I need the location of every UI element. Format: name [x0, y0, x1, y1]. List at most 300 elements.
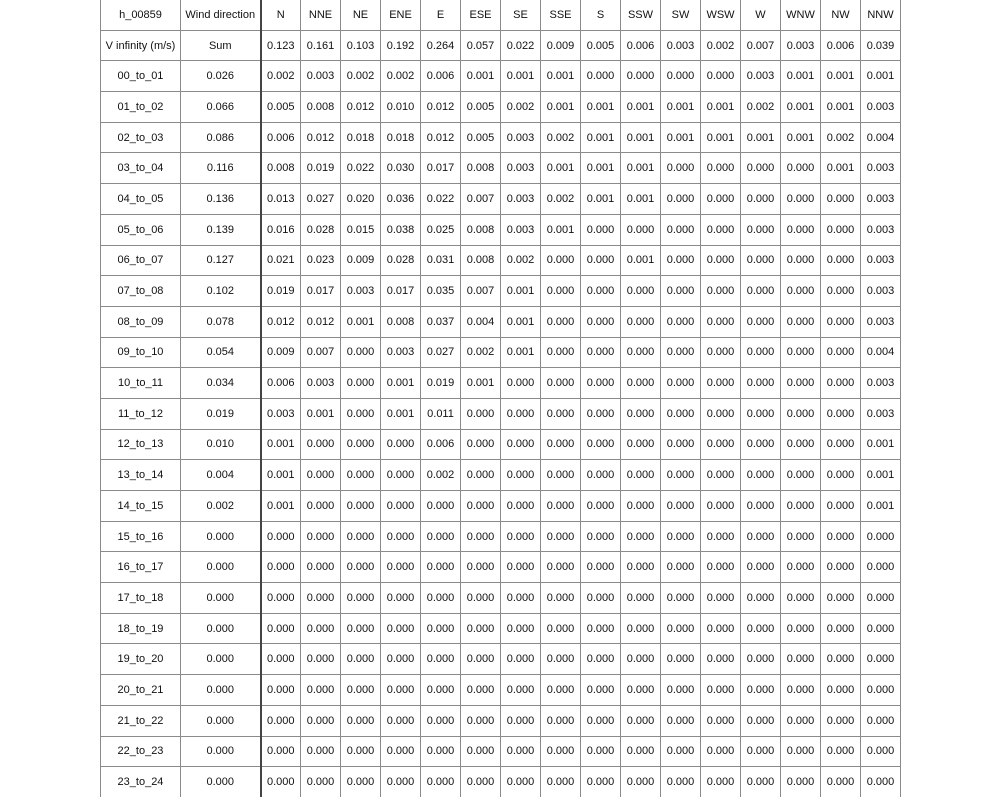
- frequency-cell: 0.000: [381, 767, 421, 797]
- frequency-cell: 0.023: [301, 245, 341, 276]
- table-row: [101, 398, 901, 429]
- row-label: 10_to_11: [101, 368, 181, 399]
- row-label: 05_to_06: [101, 214, 181, 245]
- frequency-cell: 0.001: [781, 61, 821, 92]
- frequency-cell: 0.000: [341, 552, 381, 583]
- table-row: [101, 214, 901, 245]
- frequency-cell: 0.000: [341, 429, 381, 460]
- frequency-cell: 0.000: [461, 552, 501, 583]
- frequency-cell: 0.000: [421, 552, 461, 583]
- row-label: 12_to_13: [101, 429, 181, 460]
- direction-header: NE: [341, 0, 381, 30]
- direction-sum-cell: 0.006: [821, 30, 861, 61]
- row-sum-cell: 0.019: [181, 398, 261, 429]
- frequency-cell: 0.001: [261, 429, 301, 460]
- frequency-cell: 0.000: [581, 767, 621, 797]
- frequency-cell: 0.000: [421, 491, 461, 522]
- row-sum-cell: 0.127: [181, 245, 261, 276]
- frequency-cell: 0.008: [301, 92, 341, 123]
- frequency-cell: 0.000: [301, 583, 341, 614]
- frequency-cell: 0.001: [381, 368, 421, 399]
- direction-sum-cell: 0.022: [501, 30, 541, 61]
- frequency-cell: 0.000: [821, 613, 861, 644]
- sum-label: Sum: [181, 30, 261, 61]
- row-label: 20_to_21: [101, 675, 181, 706]
- direction-header: W: [741, 0, 781, 30]
- row-sum-cell: 0.000: [181, 705, 261, 736]
- frequency-cell: 0.000: [661, 552, 701, 583]
- frequency-cell: 0.002: [821, 122, 861, 153]
- frequency-cell: 0.006: [261, 368, 301, 399]
- row-label: 14_to_15: [101, 491, 181, 522]
- frequency-cell: 0.027: [421, 337, 461, 368]
- row-label: 15_to_16: [101, 521, 181, 552]
- frequency-cell: 0.000: [261, 644, 301, 675]
- frequency-cell: 0.000: [621, 644, 661, 675]
- frequency-cell: 0.000: [661, 767, 701, 797]
- frequency-cell: 0.000: [661, 429, 701, 460]
- frequency-cell: 0.000: [501, 368, 541, 399]
- frequency-cell: 0.019: [261, 276, 301, 307]
- frequency-cell: 0.003: [861, 368, 901, 399]
- direction-header: NNE: [301, 0, 341, 30]
- table-body: [101, 0, 901, 797]
- frequency-cell: 0.000: [701, 552, 741, 583]
- frequency-cell: 0.000: [301, 675, 341, 706]
- frequency-cell: 0.000: [261, 583, 301, 614]
- frequency-cell: 0.000: [781, 153, 821, 184]
- frequency-cell: 0.000: [781, 306, 821, 337]
- frequency-cell: 0.000: [741, 675, 781, 706]
- table-row: [101, 61, 901, 92]
- frequency-cell: 0.000: [541, 276, 581, 307]
- row-label: 13_to_14: [101, 460, 181, 491]
- frequency-cell: 0.000: [821, 521, 861, 552]
- frequency-cell: 0.000: [781, 276, 821, 307]
- frequency-cell: 0.000: [421, 675, 461, 706]
- frequency-cell: 0.012: [421, 122, 461, 153]
- frequency-cell: 0.000: [261, 705, 301, 736]
- row-sum-cell: 0.002: [181, 491, 261, 522]
- frequency-cell: 0.000: [661, 153, 701, 184]
- frequency-cell: 0.000: [661, 337, 701, 368]
- frequency-cell: 0.001: [621, 92, 661, 123]
- wind-direction-label: Wind direction: [181, 0, 261, 30]
- frequency-cell: 0.000: [261, 613, 301, 644]
- frequency-cell: 0.016: [261, 214, 301, 245]
- frequency-cell: 0.000: [661, 675, 701, 706]
- frequency-cell: 0.027: [301, 184, 341, 215]
- table-row: [101, 705, 901, 736]
- frequency-cell: 0.000: [621, 398, 661, 429]
- frequency-cell: 0.000: [541, 552, 581, 583]
- table-row: [101, 306, 901, 337]
- row-sum-cell: 0.086: [181, 122, 261, 153]
- frequency-cell: 0.000: [501, 736, 541, 767]
- frequency-cell: 0.000: [581, 583, 621, 614]
- frequency-cell: 0.000: [821, 429, 861, 460]
- frequency-cell: 0.003: [501, 214, 541, 245]
- frequency-cell: 0.001: [741, 122, 781, 153]
- frequency-cell: 0.000: [701, 429, 741, 460]
- frequency-cell: 0.000: [421, 767, 461, 797]
- row-sum-cell: 0.034: [181, 368, 261, 399]
- frequency-cell: 0.003: [861, 398, 901, 429]
- frequency-cell: 0.000: [621, 736, 661, 767]
- frequency-cell: 0.038: [381, 214, 421, 245]
- frequency-cell: 0.000: [341, 767, 381, 797]
- frequency-cell: 0.000: [381, 613, 421, 644]
- frequency-cell: 0.000: [301, 767, 341, 797]
- row-sum-cell: 0.066: [181, 92, 261, 123]
- frequency-cell: 0.018: [381, 122, 421, 153]
- row-sum-cell: 0.004: [181, 460, 261, 491]
- row-label: 17_to_18: [101, 583, 181, 614]
- table-row: [101, 337, 901, 368]
- row-label: 03_to_04: [101, 153, 181, 184]
- frequency-cell: 0.000: [661, 583, 701, 614]
- frequency-cell: 0.000: [581, 552, 621, 583]
- frequency-cell: 0.000: [581, 521, 621, 552]
- frequency-cell: 0.000: [741, 552, 781, 583]
- frequency-cell: 0.003: [301, 368, 341, 399]
- frequency-cell: 0.000: [581, 398, 621, 429]
- frequency-cell: 0.012: [301, 122, 341, 153]
- frequency-cell: 0.000: [461, 583, 501, 614]
- frequency-cell: 0.000: [741, 767, 781, 797]
- frequency-cell: 0.000: [341, 521, 381, 552]
- frequency-cell: 0.000: [701, 644, 741, 675]
- frequency-cell: 0.000: [501, 644, 541, 675]
- direction-header: ENE: [381, 0, 421, 30]
- frequency-cell: 0.018: [341, 122, 381, 153]
- frequency-cell: 0.017: [301, 276, 341, 307]
- frequency-cell: 0.000: [821, 245, 861, 276]
- frequency-cell: 0.000: [381, 460, 421, 491]
- frequency-cell: 0.000: [781, 337, 821, 368]
- frequency-cell: 0.000: [741, 306, 781, 337]
- frequency-cell: 0.000: [501, 521, 541, 552]
- frequency-cell: 0.000: [701, 491, 741, 522]
- frequency-cell: 0.001: [261, 491, 301, 522]
- table-row: [101, 491, 901, 522]
- frequency-cell: 0.035: [421, 276, 461, 307]
- direction-sum-cell: 0.057: [461, 30, 501, 61]
- frequency-cell: 0.004: [861, 337, 901, 368]
- row-label: 23_to_24: [101, 767, 181, 797]
- frequency-cell: 0.025: [421, 214, 461, 245]
- frequency-cell: 0.000: [461, 675, 501, 706]
- frequency-cell: 0.000: [381, 521, 421, 552]
- row-sum-cell: 0.000: [181, 644, 261, 675]
- frequency-cell: 0.000: [661, 61, 701, 92]
- frequency-cell: 0.002: [501, 92, 541, 123]
- frequency-cell: 0.000: [421, 644, 461, 675]
- frequency-cell: 0.000: [661, 460, 701, 491]
- frequency-cell: 0.000: [781, 644, 821, 675]
- direction-header: S: [581, 0, 621, 30]
- frequency-cell: 0.000: [661, 276, 701, 307]
- frequency-cell: 0.000: [741, 613, 781, 644]
- frequency-cell: 0.000: [621, 61, 661, 92]
- frequency-cell: 0.000: [661, 705, 701, 736]
- row-sum-cell: 0.000: [181, 675, 261, 706]
- frequency-cell: 0.000: [381, 644, 421, 675]
- frequency-cell: 0.003: [381, 337, 421, 368]
- frequency-cell: 0.001: [541, 153, 581, 184]
- row-sum-cell: 0.000: [181, 552, 261, 583]
- frequency-cell: 0.000: [501, 398, 541, 429]
- frequency-cell: 0.000: [301, 521, 341, 552]
- row-label: 04_to_05: [101, 184, 181, 215]
- frequency-cell: 0.000: [861, 675, 901, 706]
- frequency-cell: 0.000: [781, 245, 821, 276]
- frequency-cell: 0.000: [501, 675, 541, 706]
- frequency-cell: 0.028: [301, 214, 341, 245]
- frequency-cell: 0.000: [781, 675, 821, 706]
- row-label: 22_to_23: [101, 736, 181, 767]
- direction-sum-cell: 0.192: [381, 30, 421, 61]
- frequency-cell: 0.003: [501, 184, 541, 215]
- frequency-cell: 0.001: [341, 306, 381, 337]
- direction-sum-cell: 0.103: [341, 30, 381, 61]
- frequency-cell: 0.000: [821, 276, 861, 307]
- frequency-cell: 0.000: [781, 429, 821, 460]
- frequency-cell: 0.000: [341, 583, 381, 614]
- row-sum-cell: 0.026: [181, 61, 261, 92]
- frequency-cell: 0.003: [861, 153, 901, 184]
- frequency-cell: 0.002: [381, 61, 421, 92]
- frequency-cell: 0.003: [861, 214, 901, 245]
- table-row: [101, 184, 901, 215]
- frequency-cell: 0.000: [701, 276, 741, 307]
- frequency-cell: 0.007: [301, 337, 341, 368]
- frequency-cell: 0.000: [381, 429, 421, 460]
- frequency-cell: 0.000: [341, 460, 381, 491]
- frequency-cell: 0.000: [541, 398, 581, 429]
- direction-header: SW: [661, 0, 701, 30]
- frequency-cell: 0.001: [781, 92, 821, 123]
- frequency-cell: 0.001: [661, 92, 701, 123]
- frequency-cell: 0.000: [581, 736, 621, 767]
- frequency-cell: 0.000: [301, 552, 341, 583]
- frequency-cell: 0.000: [301, 429, 341, 460]
- frequency-cell: 0.009: [261, 337, 301, 368]
- direction-header: E: [421, 0, 461, 30]
- frequency-cell: 0.000: [621, 613, 661, 644]
- frequency-cell: 0.000: [501, 613, 541, 644]
- frequency-cell: 0.000: [661, 368, 701, 399]
- frequency-cell: 0.000: [501, 767, 541, 797]
- frequency-cell: 0.000: [861, 521, 901, 552]
- frequency-cell: 0.001: [501, 276, 541, 307]
- frequency-cell: 0.008: [381, 306, 421, 337]
- frequency-cell: 0.000: [381, 705, 421, 736]
- table-row: [101, 521, 901, 552]
- frequency-cell: 0.037: [421, 306, 461, 337]
- frequency-cell: 0.000: [381, 491, 421, 522]
- frequency-cell: 0.000: [741, 736, 781, 767]
- frequency-cell: 0.000: [421, 583, 461, 614]
- frequency-cell: 0.000: [701, 306, 741, 337]
- frequency-cell: 0.000: [541, 736, 581, 767]
- direction-sum-cell: 0.005: [581, 30, 621, 61]
- frequency-cell: 0.000: [661, 491, 701, 522]
- header-row: [101, 0, 901, 30]
- frequency-cell: 0.000: [541, 767, 581, 797]
- frequency-cell: 0.000: [781, 583, 821, 614]
- frequency-cell: 0.000: [781, 521, 821, 552]
- direction-sum-cell: 0.003: [781, 30, 821, 61]
- frequency-cell: 0.001: [501, 337, 541, 368]
- table-row: [101, 276, 901, 307]
- frequency-cell: 0.000: [341, 613, 381, 644]
- table-row: [101, 368, 901, 399]
- frequency-cell: 0.020: [341, 184, 381, 215]
- row-sum-cell: 0.010: [181, 429, 261, 460]
- frequency-cell: 0.000: [781, 736, 821, 767]
- frequency-cell: 0.005: [461, 92, 501, 123]
- frequency-cell: 0.000: [701, 245, 741, 276]
- direction-header: N: [261, 0, 301, 30]
- frequency-cell: 0.001: [461, 368, 501, 399]
- frequency-cell: 0.001: [581, 153, 621, 184]
- frequency-cell: 0.028: [381, 245, 421, 276]
- frequency-cell: 0.001: [821, 153, 861, 184]
- frequency-cell: 0.000: [621, 460, 661, 491]
- row-sum-cell: 0.102: [181, 276, 261, 307]
- frequency-cell: 0.000: [661, 521, 701, 552]
- row-sum-cell: 0.136: [181, 184, 261, 215]
- frequency-cell: 0.000: [541, 306, 581, 337]
- frequency-cell: 0.000: [701, 613, 741, 644]
- frequency-cell: 0.008: [461, 214, 501, 245]
- direction-sum-cell: 0.007: [741, 30, 781, 61]
- direction-header: SE: [501, 0, 541, 30]
- frequency-cell: 0.000: [461, 460, 501, 491]
- frequency-cell: 0.000: [741, 583, 781, 614]
- frequency-cell: 0.000: [821, 705, 861, 736]
- row-sum-cell: 0.000: [181, 521, 261, 552]
- frequency-cell: 0.000: [621, 429, 661, 460]
- frequency-cell: 0.000: [741, 398, 781, 429]
- frequency-cell: 0.000: [301, 460, 341, 491]
- row-label: 11_to_12: [101, 398, 181, 429]
- direction-header: WSW: [701, 0, 741, 30]
- frequency-cell: 0.001: [461, 61, 501, 92]
- frequency-cell: 0.001: [301, 398, 341, 429]
- frequency-cell: 0.000: [821, 583, 861, 614]
- frequency-cell: 0.000: [821, 184, 861, 215]
- frequency-cell: 0.001: [701, 122, 741, 153]
- frequency-cell: 0.000: [781, 491, 821, 522]
- frequency-cell: 0.001: [621, 245, 661, 276]
- frequency-cell: 0.000: [341, 398, 381, 429]
- corner-label: h_00859: [101, 0, 181, 30]
- frequency-cell: 0.000: [421, 521, 461, 552]
- frequency-cell: 0.000: [701, 736, 741, 767]
- frequency-cell: 0.000: [821, 552, 861, 583]
- frequency-cell: 0.003: [341, 276, 381, 307]
- frequency-cell: 0.000: [741, 460, 781, 491]
- frequency-cell: 0.002: [461, 337, 501, 368]
- frequency-cell: 0.000: [341, 337, 381, 368]
- frequency-cell: 0.000: [621, 491, 661, 522]
- frequency-cell: 0.003: [741, 61, 781, 92]
- frequency-cell: 0.000: [541, 429, 581, 460]
- frequency-cell: 0.000: [661, 644, 701, 675]
- frequency-cell: 0.000: [581, 61, 621, 92]
- frequency-cell: 0.000: [341, 736, 381, 767]
- frequency-cell: 0.000: [581, 705, 621, 736]
- frequency-cell: 0.000: [741, 429, 781, 460]
- frequency-cell: 0.000: [661, 306, 701, 337]
- frequency-cell: 0.000: [381, 675, 421, 706]
- table-row: [101, 736, 901, 767]
- frequency-cell: 0.009: [341, 245, 381, 276]
- frequency-cell: 0.000: [381, 736, 421, 767]
- frequency-cell: 0.000: [701, 368, 741, 399]
- frequency-cell: 0.007: [461, 276, 501, 307]
- frequency-cell: 0.000: [541, 675, 581, 706]
- frequency-cell: 0.000: [461, 491, 501, 522]
- table-row: [101, 153, 901, 184]
- frequency-cell: 0.006: [421, 61, 461, 92]
- frequency-cell: 0.000: [581, 613, 621, 644]
- frequency-cell: 0.001: [541, 92, 581, 123]
- frequency-cell: 0.000: [661, 736, 701, 767]
- frequency-cell: 0.001: [621, 122, 661, 153]
- frequency-cell: 0.000: [261, 736, 301, 767]
- frequency-cell: 0.000: [821, 644, 861, 675]
- frequency-cell: 0.011: [421, 398, 461, 429]
- direction-sum-cell: 0.003: [661, 30, 701, 61]
- direction-sum-cell: 0.264: [421, 30, 461, 61]
- direction-header: ESE: [461, 0, 501, 30]
- frequency-cell: 0.001: [621, 153, 661, 184]
- frequency-cell: 0.007: [461, 184, 501, 215]
- row-sum-cell: 0.000: [181, 767, 261, 797]
- frequency-cell: 0.000: [661, 613, 701, 644]
- frequency-cell: 0.000: [621, 705, 661, 736]
- frequency-cell: 0.000: [581, 491, 621, 522]
- frequency-cell: 0.000: [581, 644, 621, 675]
- frequency-cell: 0.000: [301, 705, 341, 736]
- frequency-cell: 0.002: [421, 460, 461, 491]
- frequency-cell: 0.002: [261, 61, 301, 92]
- frequency-cell: 0.000: [261, 767, 301, 797]
- frequency-cell: 0.000: [621, 767, 661, 797]
- frequency-cell: 0.012: [421, 92, 461, 123]
- direction-sum-cell: 0.039: [861, 30, 901, 61]
- frequency-cell: 0.000: [581, 429, 621, 460]
- frequency-cell: 0.000: [821, 460, 861, 491]
- frequency-cell: 0.000: [301, 644, 341, 675]
- direction-sum-cell: 0.123: [261, 30, 301, 61]
- frequency-cell: 0.001: [541, 214, 581, 245]
- frequency-cell: 0.000: [461, 398, 501, 429]
- frequency-cell: 0.000: [861, 736, 901, 767]
- frequency-cell: 0.000: [741, 214, 781, 245]
- frequency-cell: 0.031: [421, 245, 461, 276]
- frequency-cell: 0.000: [501, 429, 541, 460]
- frequency-cell: 0.000: [341, 705, 381, 736]
- frequency-cell: 0.000: [581, 245, 621, 276]
- frequency-cell: 0.001: [821, 92, 861, 123]
- frequency-cell: 0.001: [381, 398, 421, 429]
- frequency-cell: 0.000: [701, 460, 741, 491]
- frequency-cell: 0.005: [261, 92, 301, 123]
